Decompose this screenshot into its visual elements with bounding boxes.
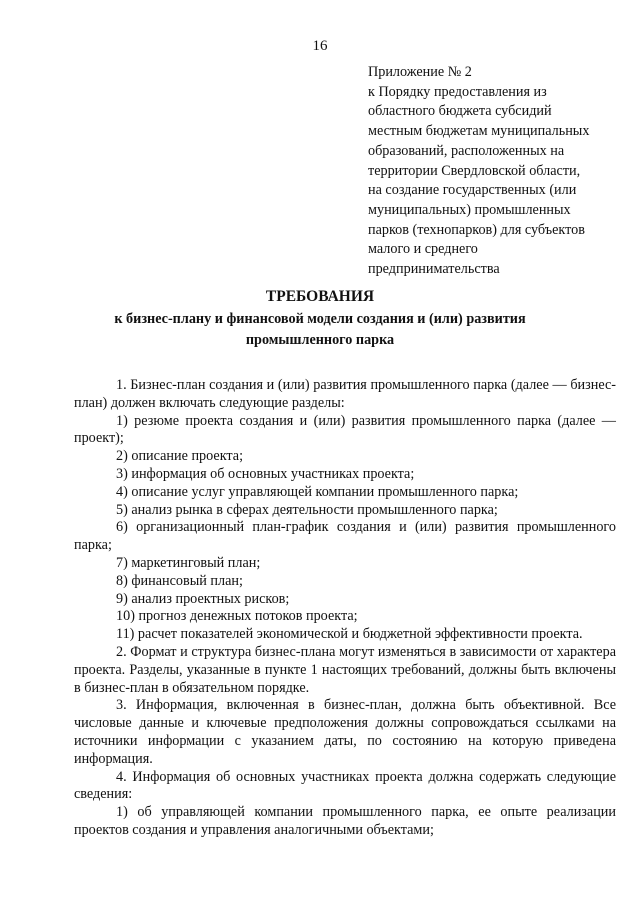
section-item-2: 2) описание проекта; [116, 448, 244, 465]
document-subtitle-line-2: промышленного парка [245, 332, 395, 348]
document-heading [0, 287, 640, 351]
document-subtitle-line-1: к бизнес-плану и финансовой модели создания и (или) развития [114, 311, 526, 327]
appendix-line: местным бюджетам муниципальных [368, 123, 590, 140]
paragraph-3: 3. Информация, включенная в бизнес-план, должна быть объективной. Все числовые данные и ключевые предположения должны сопровождаться ссылками на источники информации с указанием даты, по состоянию на которую приведена информация. [74, 697, 616, 767]
section-item-11: 11) расчет показателей экономической и бюджетной эффективности проекта. [116, 626, 583, 643]
appendix-line: областного бюджета субсидий [368, 103, 552, 120]
appendix-line: малого и среднего [368, 241, 478, 258]
section-item-10: 10) прогноз денежных потоков проекта; [116, 608, 358, 625]
section-item-8: 8) финансовый план; [116, 572, 243, 589]
section-item-6: 6) организационный план-график создания и (или) развития промышленного парка; [74, 519, 616, 554]
section-item-1: 1) резюме проекта создания и (или) развития промышленного парка (далее — проект); [74, 412, 616, 447]
appendix-line: образований, расположенных на [368, 142, 565, 159]
section-item-7: 7) маркетинговый план; [116, 554, 261, 571]
appendix-line: к Порядку предоставления из [368, 83, 547, 100]
section-item-5: 5) анализ рынка в сферах деятельности промышленного парка; [116, 501, 498, 518]
appendix-line: предпринимательства [368, 261, 500, 278]
paragraph-4-item-1: 1) об управляющей компании промышленного парка, ее опыте реализации проектов создания и управления аналогичными объектами; [74, 804, 616, 838]
paragraph-4: 4. Информация об основных участниках проекта должна содержать следующие сведения: [74, 768, 616, 803]
appendix-block [368, 63, 628, 280]
appendix-line: парков (технопарков) для субъектов [368, 221, 585, 238]
appendix-line: муниципальных) промышленных [368, 201, 571, 218]
page-number: 16 [312, 38, 328, 54]
section-item-4: 4) описание услуг управляющей компании промышленного парка; [116, 483, 519, 500]
appendix-line: Приложение № 2 [368, 64, 472, 80]
paragraph-2: 2. Формат и структура бизнес-плана могут изменяться в зависимости от характера проекта. Разделы, указанные в пункте 1 настоящих требований, должны быть включены в бизнес-план в обязательном порядке. [74, 643, 616, 696]
section-item-9: 9) анализ проектных рисков; [116, 590, 290, 607]
paragraph-1: 1. Бизнес-план создания и (или) развития промышленного парка (далее — бизнес-план) должен включать следующие разделы: [74, 377, 616, 411]
appendix-line: на создание государственных (или [368, 182, 577, 199]
appendix-line: территории Свердловской области, [368, 162, 581, 179]
document-body [74, 377, 616, 840]
section-item-3: 3) информация об основных участниках проекта; [116, 465, 415, 482]
document-title: ТРЕБОВАНИЯ [265, 288, 375, 305]
